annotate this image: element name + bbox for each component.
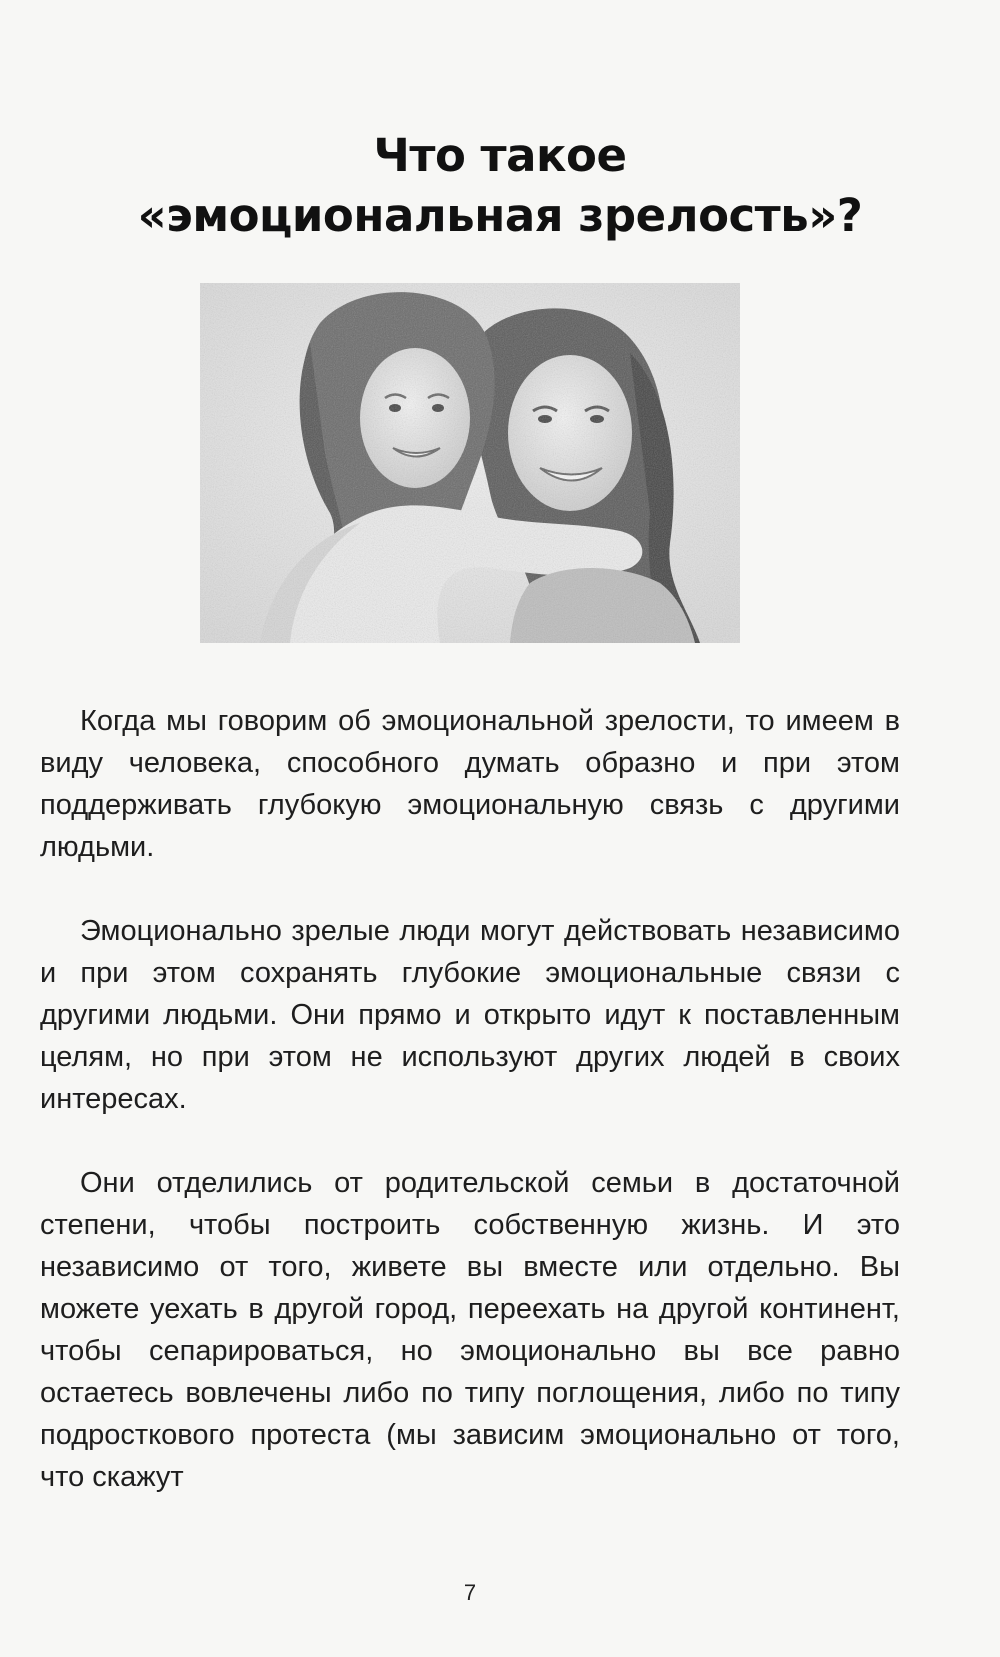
page-number: 7 bbox=[463, 1580, 477, 1605]
title-line-1: Что такое bbox=[373, 129, 627, 182]
body-text bbox=[40, 700, 900, 1540]
paragraph-2: Эмоционально зрелые люди могут действовать независимо и при этом сохранять глубокие эмоциональные связи с другими людьми. Они прямо и открыто идут к поставленным целям, но при этом не используют других людей в своих интересах. bbox=[40, 915, 900, 1115]
title-line-2: «эмоциональная зрелость»? bbox=[137, 189, 863, 242]
page-title bbox=[60, 126, 940, 246]
photo-mother-daughter-icon bbox=[200, 283, 740, 643]
paragraph-1: Когда мы говорим об эмоциональной зрелости, то имеем в виду человека, способного думать образно и при этом поддерживать глубокую эмоциональную связь с другими людьми. bbox=[40, 705, 900, 863]
paragraph-3: Они отделились от родительской семьи в достаточной степени, чтобы построить собственную жизнь. И это независимо от того, живете вы вместе или отдельно. Вы можете уехать в другой город, переехать на другой континент, чтобы сепарироваться, но эмоционально вы все равно остаетесь вовлечены либо по типу поглощения, либо по типу подросткового протеста (мы зависим эмоционально от того, что скажут bbox=[40, 1167, 900, 1493]
